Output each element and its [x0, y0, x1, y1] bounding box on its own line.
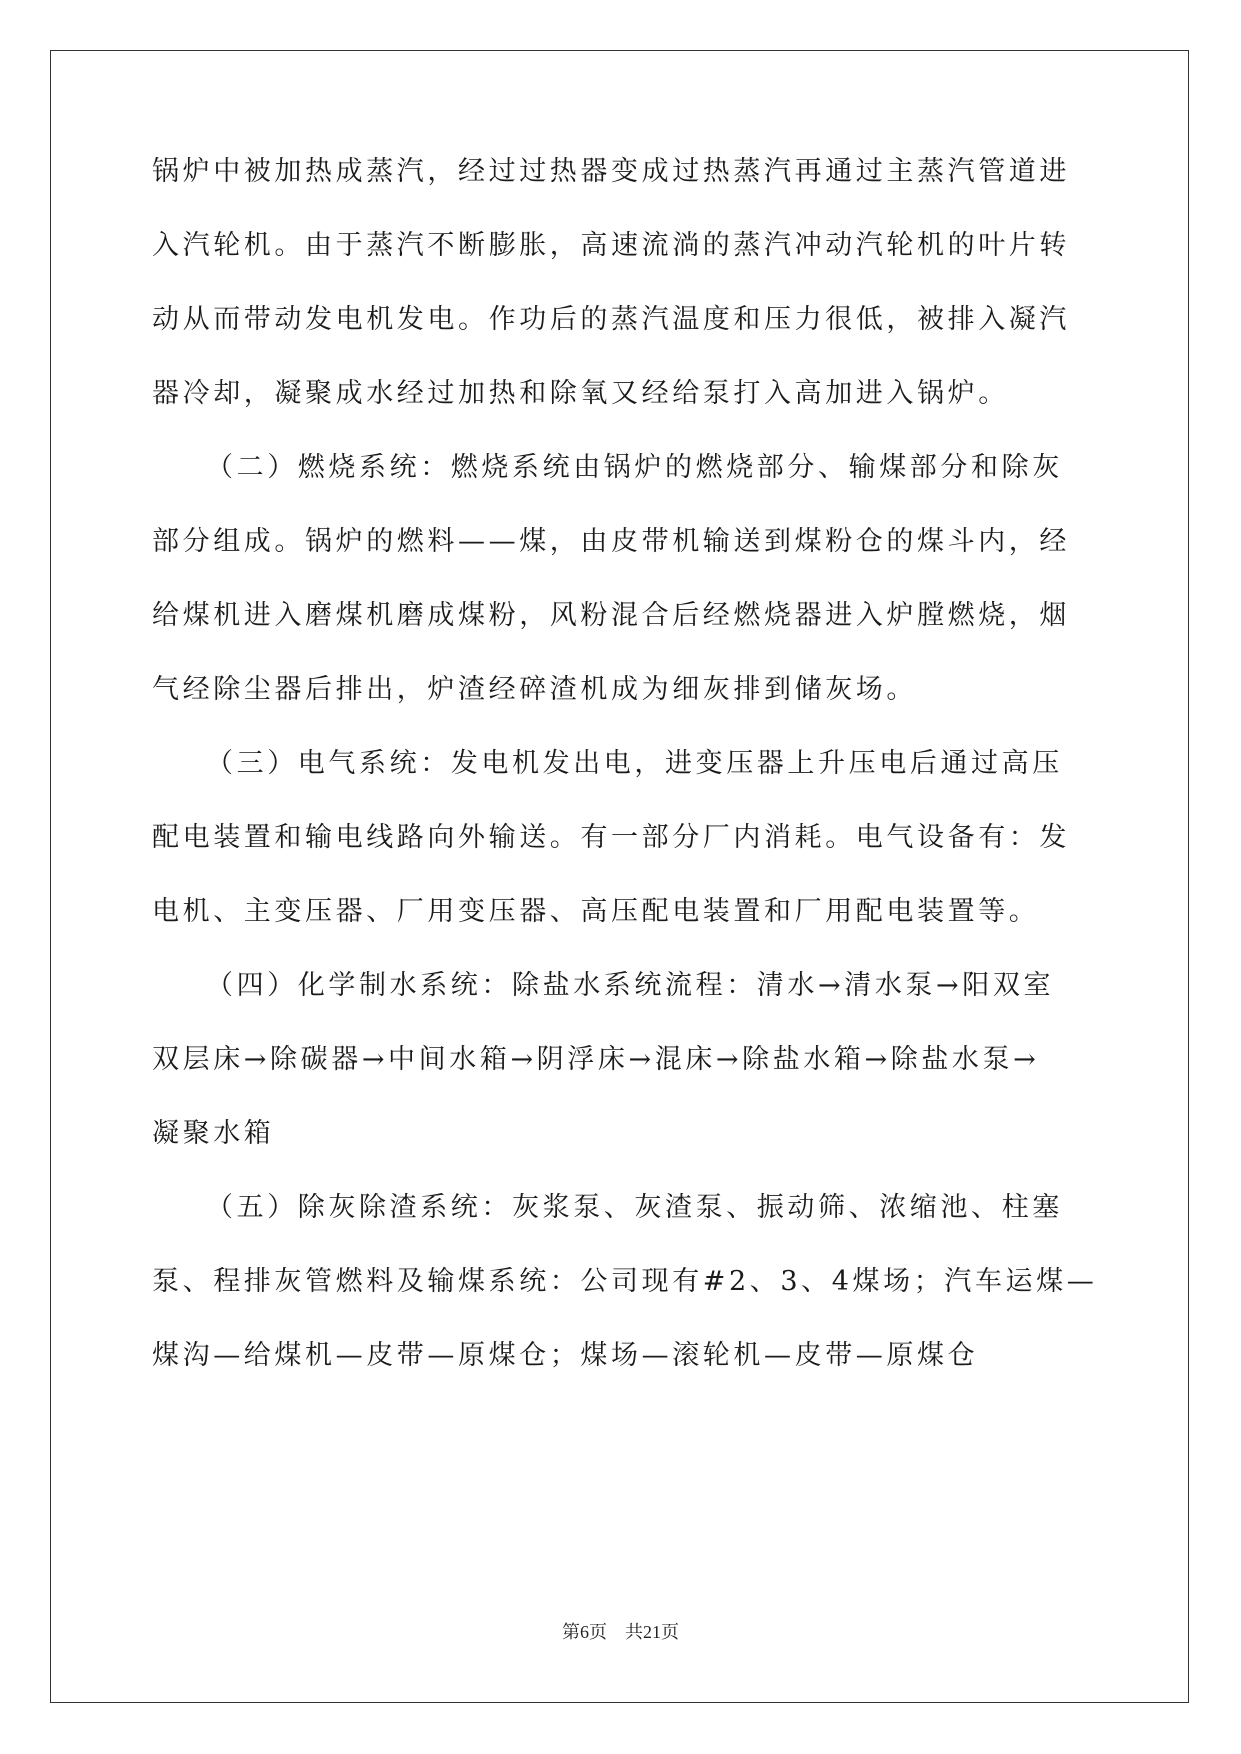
paragraph-line: 部分组成。锅炉的燃料——煤，由皮带机输送到煤粉仓的煤斗内，经 — [152, 526, 1070, 557]
footer-middle: 页 共 — [589, 1622, 643, 1643]
paragraph-line: 动从而带动发电机发电。作功后的蒸汽温度和压力很低，被排入凝汽 — [152, 304, 1070, 335]
paragraph-line: 双层床→除碳器→中间水箱→阴浮床→混床→除盐水箱→除盐水泵→ — [152, 1044, 1040, 1075]
paragraph-line: （五）除灰除渣系统：灰浆泵、灰渣泵、振动筛、浓缩池、柱塞 — [206, 1192, 1063, 1223]
paragraph-line: 给煤机进入磨煤机磨成煤粉，风粉混合后经燃烧器进入炉膛燃烧，烟 — [152, 600, 1070, 631]
paragraph-line: 电机、主变压器、厂用变压器、高压配电装置和厂用配电装置等。 — [152, 896, 1040, 927]
current-page-number: 6 — [580, 1622, 589, 1642]
total-page-count: 21 — [643, 1622, 661, 1642]
paragraph-line: （四）化学制水系统：除盐水系统流程：清水→清水泵→阳双室 — [206, 970, 1055, 1001]
paragraph-line: （二）燃烧系统：燃烧系统由锅炉的燃烧部分、输煤部分和除灰 — [206, 452, 1063, 483]
page-border — [50, 50, 1189, 1703]
page-footer — [0, 1618, 1241, 1644]
footer-suffix: 页 — [661, 1622, 679, 1643]
paragraph-line: 器冷却，凝聚成水经过加热和除氧又经给泵打入高加进入锅炉。 — [152, 378, 1009, 409]
paragraph-line: 泵、程排灰管燃料及输煤系统：公司现有#2、3、4煤场；汽车运煤— — [152, 1266, 1098, 1297]
paragraph-line: 气经除尘器后排出，炉渣经碎渣机成为细灰排到储灰场。 — [152, 674, 917, 705]
paragraph-line: 配电装置和输电线路向外输送。有一部分厂内消耗。电气设备有：发 — [152, 822, 1070, 853]
paragraph-line: 煤沟—给煤机—皮带—原煤仓；煤场—滚轮机—皮带—原煤仓 — [152, 1340, 979, 1371]
paragraph-line: 锅炉中被加热成蒸汽，经过过热器变成过热蒸汽再通过主蒸汽管道进 — [152, 156, 1070, 187]
paragraph-line: （三）电气系统：发电机发出电，进变压器上升压电后通过高压 — [206, 748, 1063, 779]
paragraph-line: 入汽轮机。由于蒸汽不断膨胀，高速流淌的蒸汽冲动汽轮机的叶片转 — [152, 230, 1070, 261]
footer-prefix: 第 — [562, 1622, 580, 1643]
paragraph-line: 凝聚水箱 — [152, 1118, 275, 1149]
